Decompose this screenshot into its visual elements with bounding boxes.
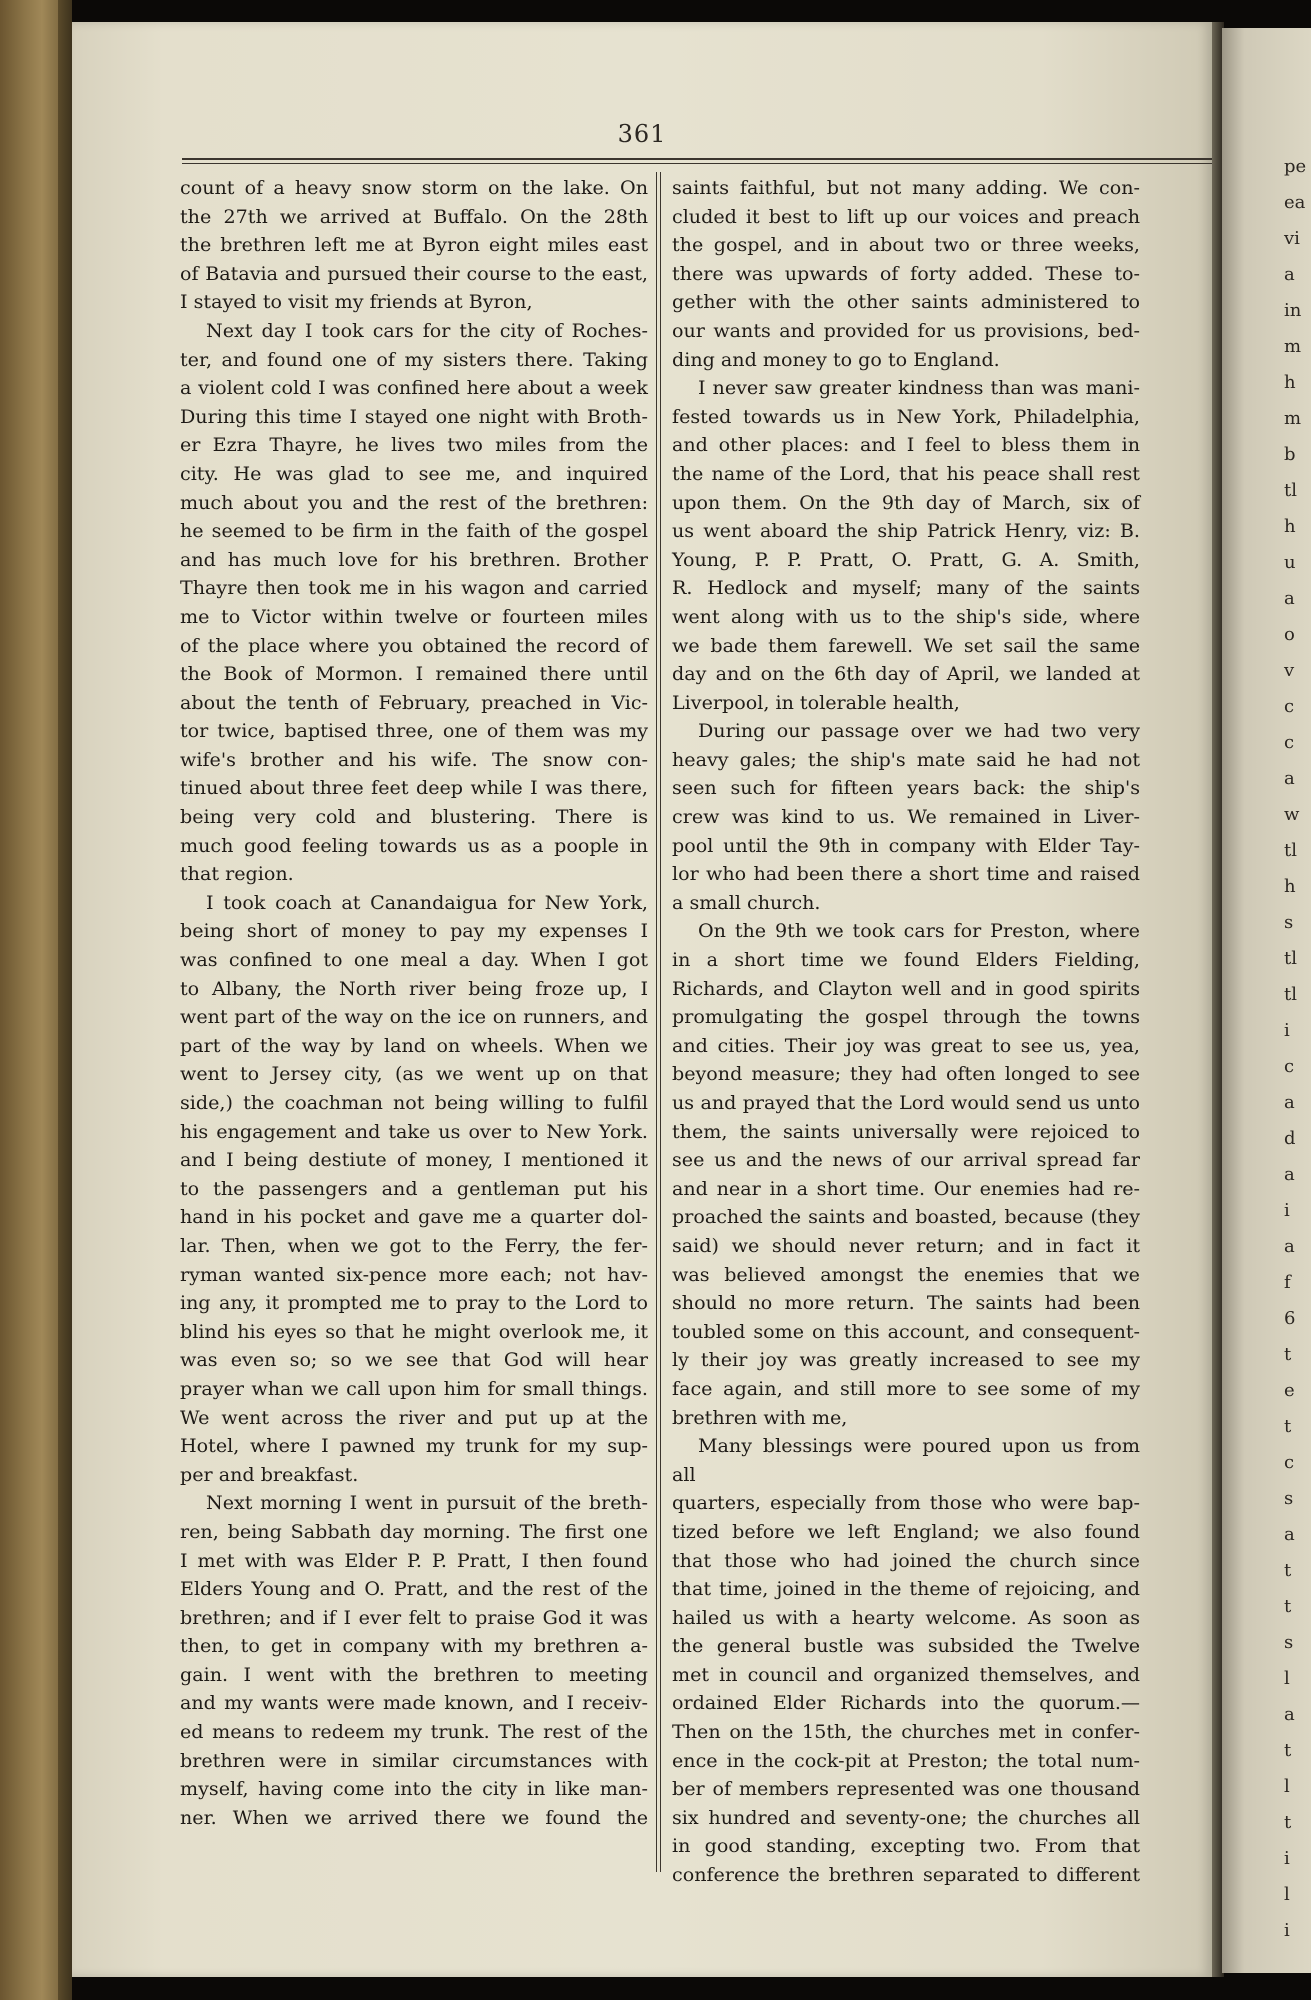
adjacent-page-fragment: tl <box>1284 840 1297 861</box>
text-line: and other places: and I feel to bless them in <box>672 433 1140 457</box>
adjacent-page-fragment: tl <box>1284 984 1297 1005</box>
text-line: said) we should never return; and in fact it <box>672 1233 1140 1257</box>
text-line: that those who had joined the church since <box>672 1548 1140 1572</box>
text-line: see us and the news of our arrival spread far <box>672 1148 1140 1172</box>
adjacent-page-fragment: h <box>1284 876 1296 897</box>
text-line: part of the way by land on wheels. When we <box>180 1033 648 1057</box>
text-line: hailed us with a hearty welcome. As soon as <box>672 1605 1140 1629</box>
text-line: pool until the 9th in company with Elder Tay- <box>672 833 1140 857</box>
text-line: We went across the river and put up at the <box>180 1405 648 1429</box>
text-line: his engagement and take us over to New York. <box>180 1119 648 1143</box>
adjacent-page-fragment: i <box>1284 1020 1290 1041</box>
text-line: and I being destiute of money, I mentioned it <box>180 1148 648 1172</box>
text-line: saints faithful, but not many adding. We con- <box>672 176 1140 199</box>
text-line: blind his eyes so that he might overlook me, it <box>180 1319 648 1343</box>
text-line: much good feeling towards us as a poople in <box>180 833 648 857</box>
adjacent-page-fragment: c <box>1284 696 1295 717</box>
text-line: then, to get in company with my brethren a- <box>180 1634 648 1658</box>
adjacent-page-fragment: t <box>1284 1560 1292 1581</box>
adjacent-page-fragment: b <box>1284 444 1296 465</box>
column-divider-secondary <box>660 172 661 1872</box>
text-line: cluded it best to lift up our voices and preach <box>672 204 1140 228</box>
text-line: and my wants were made known, and I receiv- <box>180 1691 648 1715</box>
text-line: During our passage over we had two very <box>698 719 1140 743</box>
adjacent-page-fragment: w <box>1284 804 1300 825</box>
adjacent-page-fragment: a <box>1284 1524 1295 1545</box>
text-line: a small church. <box>672 890 821 914</box>
text-line: ner. When we arrived there we found the <box>180 1805 648 1829</box>
adjacent-page-fragment: 6 <box>1284 1308 1296 1329</box>
adjacent-page-fragment: v <box>1284 660 1295 681</box>
paragraph <box>672 717 1140 917</box>
text-line: ed means to redeem my trunk. The rest of the <box>180 1720 648 1744</box>
adjacent-page-fragment: a <box>1284 264 1295 285</box>
text-line: to the passengers and a gentleman put his <box>180 1176 648 1200</box>
text-line: R. Hedlock and myself; many of the saints <box>672 576 1140 600</box>
text-line: myself, having come into the city in like man- <box>180 1777 648 1801</box>
adjacent-page-fragment: f <box>1284 1272 1291 1293</box>
text-line: Many blessings were poured upon us from all <box>672 1434 1140 1486</box>
text-line: met in council and organized themselves, and <box>672 1662 1140 1686</box>
text-line: brethren with me, <box>672 1405 848 1429</box>
text-line: and has much love for his brethren. Brother <box>180 547 648 571</box>
text-line: face again, and still more to see some of my <box>672 1376 1140 1400</box>
text-line: and near in a short time. Our enemies had re- <box>672 1176 1140 1200</box>
column-divider <box>656 172 657 1872</box>
text-line: to Albany, the North river being froze up, I <box>180 976 648 1000</box>
text-line: went part of the way on the ice on runners, and <box>180 1005 648 1029</box>
text-line: city. He was glad to see me, and inquired <box>180 461 648 485</box>
text-line: in good standing, excepting two. From that <box>672 1834 1140 1858</box>
text-line: er Ezra Thayre, he lives two miles from the <box>180 433 648 457</box>
text-line: was confined to one meal a day. When I got <box>180 948 648 972</box>
text-line: lor who had been there a short time and raised <box>672 862 1140 886</box>
adjacent-page-fragment: a <box>1284 768 1295 789</box>
adjacent-page-fragment: a <box>1284 588 1295 609</box>
adjacent-page-fragment: s <box>1284 912 1294 933</box>
paragraph <box>672 917 1140 1432</box>
text-line: Then on the 15th, the churches met in confer- <box>672 1720 1140 1744</box>
text-line: Next morning I went in pursuit of the breth- <box>206 1491 648 1515</box>
text-line: me to Victor within twelve or fourteen miles <box>180 604 648 628</box>
book-binding-edge <box>58 0 72 2000</box>
text-line: Hotel, where I pawned my trunk for my sup- <box>180 1434 648 1458</box>
text-line: gether with the other saints administered to <box>672 290 1140 314</box>
text-line: ter, and found one of my sisters there. Taking <box>180 347 648 371</box>
adjacent-page-fragment: t <box>1284 1740 1292 1761</box>
text-line: Young, P. P. Pratt, O. Pratt, G. A. Smith, <box>672 547 1140 571</box>
text-line: fested towards us in New York, Philadelphia, <box>672 404 1140 428</box>
text-line: Liverpool, in tolerable health, <box>672 690 960 714</box>
text-line: Richards, and Clayton well and in good spirits <box>672 976 1140 1000</box>
adjacent-page-fragment: vi <box>1284 228 1300 249</box>
adjacent-page-fragment: in <box>1284 300 1302 321</box>
text-line: should no more return. The saints had been <box>672 1291 1140 1315</box>
text-line: we bade them farewell. We set sail the same <box>672 633 1140 657</box>
text-line: tized before we left England; we also found <box>672 1519 1140 1543</box>
text-line: upon them. On the 9th day of March, six of <box>672 490 1140 514</box>
adjacent-page-fragment: s <box>1284 1632 1294 1653</box>
text-line: our wants and provided for us provisions, bed- <box>672 318 1140 342</box>
right-text-column <box>672 174 1140 1890</box>
text-line: promulgating the gospel through the towns <box>672 1005 1140 1029</box>
text-line: count of a heavy snow storm on the lake. On <box>180 176 648 199</box>
text-line: I met with was Elder P. P. Pratt, I then found <box>180 1548 648 1572</box>
text-line: heavy gales; the ship's mate said he had not <box>672 747 1140 771</box>
paragraph <box>180 174 648 317</box>
text-line: wife's brother and his wife. The snow con- <box>180 747 648 771</box>
text-line: tor twice, baptised three, one of them was my <box>180 719 648 743</box>
text-line: a violent cold I was confined here about a week <box>180 376 648 400</box>
text-line: ryman wanted six-pence more each; not hav- <box>180 1262 648 1286</box>
paragraph <box>180 1489 648 1832</box>
adjacent-page-fragment: a <box>1284 1092 1295 1113</box>
text-line: ber of members represented was one thousand <box>672 1777 1140 1801</box>
text-line: there was upwards of forty added. These to- <box>672 261 1140 285</box>
text-line: conference the brethren separated to different <box>672 1863 1140 1887</box>
text-line: side,) the coachman not being willing to fulfil <box>180 1091 648 1114</box>
text-line: ence in the cock-pit at Preston; the total num- <box>672 1748 1140 1772</box>
paragraph <box>180 889 648 1489</box>
text-line: them, the saints universally were rejoiced to <box>672 1119 1140 1143</box>
adjacent-page-fragment: h <box>1284 372 1296 393</box>
page-number: 361 <box>617 120 667 148</box>
text-line: ly their joy was greatly increased to see my <box>672 1348 1140 1372</box>
text-line: toubled some on this account, and consequent- <box>672 1319 1140 1343</box>
text-line: lar. Then, when we got to the Ferry, the fer- <box>180 1233 648 1257</box>
adjacent-page-fragment: pe <box>1284 156 1307 177</box>
adjacent-page-fragment: m <box>1284 336 1302 357</box>
adjacent-page-fragment: c <box>1284 732 1295 753</box>
left-text-column <box>180 174 648 1832</box>
adjacent-page-fragment: a <box>1284 1164 1295 1185</box>
adjacent-page-fragment: a <box>1284 1236 1295 1257</box>
text-line: went to Jersey city, (as we went up on that <box>180 1062 648 1086</box>
text-line: ren, being Sabbath day morning. The first one <box>180 1519 648 1543</box>
text-line: per and breakfast. <box>180 1462 359 1486</box>
adjacent-page-fragment: c <box>1284 1056 1295 1077</box>
text-line: ordained Elder Richards into the quorum.— <box>672 1691 1140 1715</box>
text-line: of Batavia and pursued their course to the east, <box>180 261 648 285</box>
text-line: proached the saints and boasted, because (they <box>672 1205 1140 1229</box>
adjacent-page-fragment: t <box>1284 1416 1292 1437</box>
text-line: During this time I stayed one night with Broth- <box>180 404 648 428</box>
text-line: Elders Young and O. Pratt, and the rest of the <box>180 1577 648 1601</box>
text-line: brethren were in similar circumstances with <box>180 1748 648 1772</box>
text-line: about the tenth of February, preached in Vic- <box>180 690 648 714</box>
text-line: much about you and the rest of the brethren: <box>180 490 648 514</box>
adjacent-page-fragment: l <box>1284 1668 1290 1689</box>
text-line: was believed amongst the enemies that we <box>672 1262 1140 1286</box>
text-line: of the place where you obtained the record of <box>180 633 648 657</box>
text-line: the 27th we arrived at Buffalo. On the 28th <box>180 204 648 228</box>
text-line: gain. I went with the brethren to meeting <box>180 1662 648 1686</box>
text-line: six hundred and seventy-one; the churches all <box>672 1805 1140 1829</box>
adjacent-page-fragment: h <box>1284 516 1296 537</box>
paragraph <box>672 1432 1140 1890</box>
text-line: went along with us to the ship's side, where <box>672 604 1140 628</box>
text-line: seen such for fifteen years back: the ship's <box>672 776 1140 800</box>
text-line: Next day I took cars for the city of Roches- <box>206 318 648 342</box>
adjacent-page-fragment: t <box>1284 1344 1292 1365</box>
text-line: us and prayed that the Lord would send us unto <box>672 1091 1140 1114</box>
adjacent-page-fragment: u <box>1284 552 1296 573</box>
header-rule-thin <box>182 163 1216 164</box>
adjacent-page-fragment: tl <box>1284 948 1297 969</box>
text-line: On the 9th we took cars for Preston, where <box>698 919 1140 943</box>
text-line: beyond measure; they had often longed to see <box>672 1062 1140 1086</box>
paragraph <box>180 317 648 889</box>
adjacent-page-fragment: d <box>1284 1128 1296 1149</box>
book-page <box>72 22 1212 1977</box>
text-line: was even so; so we see that God will hear <box>180 1348 648 1372</box>
text-line: us went aboard the ship Patrick Henry, viz: B. <box>672 519 1140 543</box>
adjacent-page-fragment: i <box>1284 1920 1290 1941</box>
text-line: the Book of Mormon. I remained there until <box>180 662 648 686</box>
text-line: the brethren left me at Byron eight miles east <box>180 233 648 257</box>
text-line: Thayre then took me in his wagon and carried <box>180 576 648 600</box>
text-line: ing any, it prompted me to pray to the Lord to <box>180 1291 648 1315</box>
text-line: he seemed to be firm in the faith of the gospel <box>180 519 648 543</box>
adjacent-page-fragment: l <box>1284 1776 1290 1797</box>
adjacent-page-fragment: t <box>1284 1596 1292 1617</box>
text-line: the gospel, and in about two or three weeks, <box>672 233 1140 257</box>
text-line: prayer whan we call upon him for small things. <box>180 1376 648 1400</box>
text-line: being very cold and blustering. There is <box>180 805 648 829</box>
adjacent-page-fragment: ea <box>1284 192 1306 213</box>
adjacent-page-edge <box>1222 28 1311 1973</box>
adjacent-page-fragment: l <box>1284 1884 1290 1905</box>
text-line: day and on the 6th day of April, we landed at <box>672 662 1140 686</box>
header-rule <box>182 158 1216 160</box>
text-line: that time, joined in the theme of rejoicing, and <box>672 1577 1140 1601</box>
adjacent-page-fragment: a <box>1284 1704 1295 1725</box>
text-line: hand in his pocket and gave me a quarter dol- <box>180 1205 648 1229</box>
text-line: tinued about three feet deep while I was there, <box>180 776 648 800</box>
adjacent-page-fragment: e <box>1284 1380 1295 1401</box>
adjacent-page-fragment: o <box>1284 624 1295 645</box>
text-line: being short of money to pay my expenses I <box>180 919 648 943</box>
text-line: crew was kind to us. We remained in Liver- <box>672 805 1140 829</box>
text-line: brethren; and if I ever felt to praise God it was <box>180 1605 648 1629</box>
text-line: ding and money to go to England. <box>672 347 1000 371</box>
adjacent-page-fragment: m <box>1284 408 1302 429</box>
text-line: I stayed to visit my friends at Byron, <box>180 290 533 314</box>
text-line: and cities. Their joy was great to see us, yea, <box>672 1033 1140 1057</box>
adjacent-page-fragment: tl <box>1284 480 1297 501</box>
adjacent-page-fragment: t <box>1284 1812 1292 1833</box>
text-line: in a short time we found Elders Fielding, <box>672 948 1140 972</box>
paragraph <box>672 374 1140 717</box>
text-line: quarters, especially from those who were bap- <box>672 1491 1140 1515</box>
paragraph <box>672 174 1140 374</box>
adjacent-page-fragment: i <box>1284 1848 1290 1869</box>
text-line: that region. <box>180 862 294 886</box>
text-line: I never saw greater kindness than was mani- <box>698 376 1140 400</box>
text-line: I took coach at Canandaigua for New York, <box>206 890 648 914</box>
adjacent-page-fragment: s <box>1284 1488 1294 1509</box>
adjacent-page-fragment: c <box>1284 1452 1295 1473</box>
text-line: the general bustle was subsided the Twelve <box>672 1634 1140 1658</box>
text-line: the name of the Lord, that his peace shall rest <box>672 461 1140 485</box>
adjacent-page-fragment: i <box>1284 1200 1290 1221</box>
